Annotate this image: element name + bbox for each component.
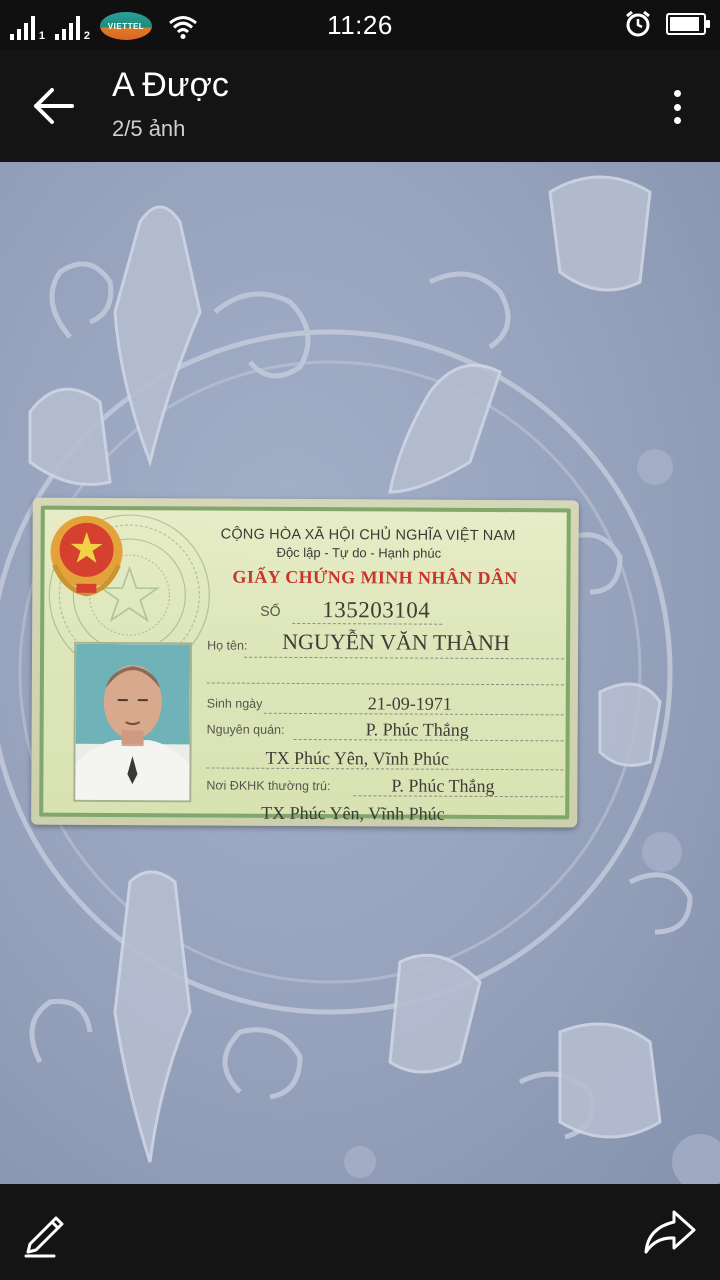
origin-line-1: P. Phúc Thắng xyxy=(365,719,469,740)
app-bar xyxy=(0,50,720,162)
country-name: CỘNG HÒA XÃ HỘI CHỦ NGHĨA VIỆT NAM xyxy=(220,526,516,545)
residence-label: Nơi ĐKHK thường trú: xyxy=(206,778,331,794)
id-number: 135203104 xyxy=(322,597,431,623)
more-vert-icon xyxy=(674,90,681,97)
carrier-name: VIETTEL xyxy=(107,21,145,31)
residence-line-2: TX Phúc Yên, Vĩnh Phúc xyxy=(261,802,445,824)
share-icon xyxy=(640,1206,700,1258)
page-title: A Được xyxy=(112,66,229,104)
card-title: GIẤY CHỨNG MINH NHÂN DÂN xyxy=(232,566,518,589)
id-card xyxy=(31,498,579,828)
date-of-birth: 21-09-1971 xyxy=(367,693,452,714)
battery-level xyxy=(670,17,699,31)
status-bar xyxy=(0,0,720,50)
portrait-photo xyxy=(73,642,192,803)
dob-label: Sinh ngày xyxy=(206,696,263,711)
photo-counter: 2/5 ảnh xyxy=(112,116,186,141)
number-label: SỐ xyxy=(260,602,281,619)
photo-viewer[interactable] xyxy=(0,162,720,1184)
battery-icon xyxy=(666,13,706,35)
name-label: Họ tên: xyxy=(207,638,248,653)
edit-icon xyxy=(18,1204,74,1260)
edit-button[interactable] xyxy=(18,1204,74,1260)
national-emblem xyxy=(44,510,128,600)
motto: Độc lập - Tự do - Hạnh phúc xyxy=(276,544,442,561)
back-button[interactable] xyxy=(24,78,84,134)
sim1-label: 1 xyxy=(38,30,45,42)
share-button[interactable] xyxy=(640,1206,700,1258)
origin-line-2: TX Phúc Yên, Vĩnh Phúc xyxy=(265,747,450,769)
more-options-button[interactable] xyxy=(662,84,692,130)
sim2-label: 2 xyxy=(83,30,90,42)
alarm-icon xyxy=(624,10,652,38)
residence-line-1: P. Phúc Thắng xyxy=(391,775,495,796)
clock: 11:26 xyxy=(327,10,393,40)
full-name: NGUYỄN VĂN THÀNH xyxy=(282,628,510,656)
back-arrow-icon xyxy=(32,86,76,126)
bottom-bar xyxy=(0,1184,720,1280)
origin-label: Nguyên quán: xyxy=(206,722,285,737)
